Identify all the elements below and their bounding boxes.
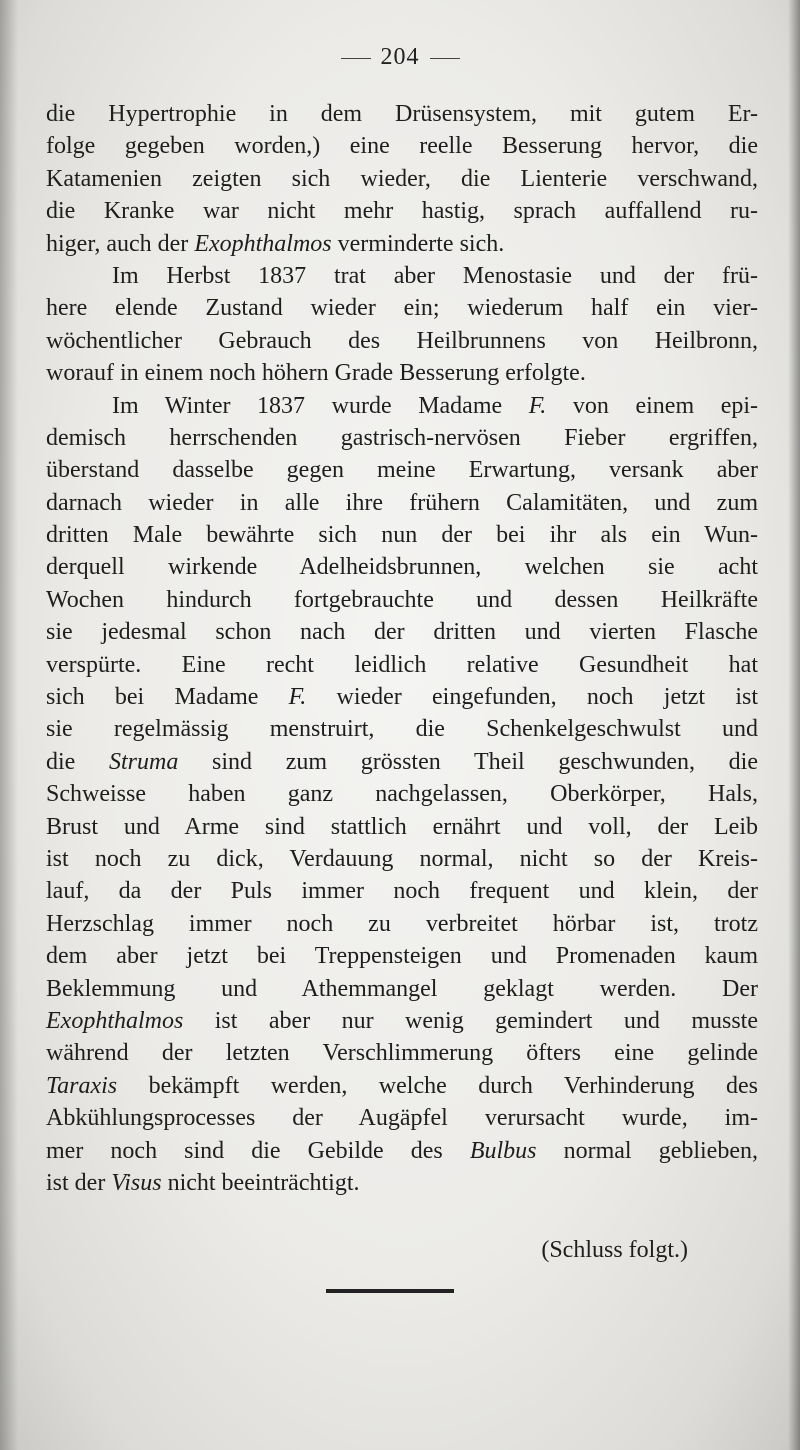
header-dash-right	[430, 58, 460, 60]
text-line: verspürte. Eine recht leidlich relative Gesundheit hat	[46, 651, 758, 678]
text-line: überstand dasselbe gegen meine Erwartung, versank aber	[46, 457, 758, 484]
text-line: higer, auch der Exophthalmos verminderte sich.	[46, 230, 505, 257]
text-line: Taraxis bekämpft werden, welche durch Verhinderung des	[46, 1072, 758, 1099]
italic-term: Struma	[109, 748, 179, 775]
text-line: worauf in einem noch höhern Grade Besserung erfolgte.	[46, 360, 586, 387]
text-line: Abkühlungsprocesses der Augäpfel verursacht wurde, im-	[46, 1105, 758, 1132]
text-line: Schweisse haben ganz nachgelassen, Oberkörper, Hals,	[46, 781, 758, 808]
text-line: Im Herbst 1837 trat aber Menostasie und der frü-	[112, 262, 758, 289]
italic-term: Exophthalmos	[194, 230, 332, 257]
text-line: die Hypertrophie in dem Drüsensystem, mit gutem Er-	[46, 101, 758, 127]
italic-term: Taraxis	[46, 1072, 118, 1099]
text-line: folge gegeben worden,) eine reelle Besserung hervor, die	[46, 133, 758, 160]
text-line: wöchentlicher Gebrauch des Heilbrunnens von Heilbronn,	[46, 327, 758, 354]
text-line: mer noch sind die Gebilde des Bulbus normal geblieben,	[46, 1137, 758, 1164]
page-edge-shadow-right	[788, 0, 800, 1450]
italic-term: Bulbus	[469, 1137, 537, 1164]
text-line: sich bei Madame F. wieder eingefunden, noch jetzt ist	[46, 684, 758, 711]
italic-term: F.	[288, 684, 307, 711]
text-line: Brust und Arme sind stattlich ernährt und voll, der Leib	[46, 813, 758, 840]
page-number: 204	[380, 44, 420, 70]
text-line: Beklemmung und Athemmangel geklagt werden. Der	[46, 975, 758, 1002]
italic-term: F.	[528, 392, 547, 419]
end-rule	[326, 1289, 454, 1293]
italic-term: Visus	[111, 1169, 162, 1196]
text-line: darnach wieder in alle ihre frühern Calamitäten, und zum	[46, 489, 758, 516]
italic-term: Exophthalmos	[46, 1007, 184, 1034]
text-line: sie jedesmal schon nach der dritten und vierten Flasche	[46, 619, 758, 646]
text-line: here elende Zustand wieder ein; wiederum half ein vier-	[46, 295, 758, 322]
text-line: sie regelmässig menstruirt, die Schenkelgeschwulst und	[46, 716, 758, 743]
closing-note: (Schluss folgt.)	[541, 1237, 688, 1263]
text-line: Katamenien zeigten sich wieder, die Lienterie verschwand,	[46, 165, 758, 192]
text-line: ist der Visus nicht beeinträchtigt.	[46, 1169, 360, 1196]
text-line: Im Winter 1837 wurde Madame F. von einem epi-	[112, 392, 758, 419]
page-edge-shadow-left	[0, 0, 18, 1450]
text-line: Wochen hindurch fortgebrauchte und dessen Heilkräfte	[46, 586, 758, 613]
body-text	[46, 98, 758, 1199]
text-line: ist noch zu dick, Verdauung normal, nicht so der Kreis-	[46, 845, 758, 872]
text-line: die Kranke war nicht mehr hastig, sprach auffallend ru-	[46, 198, 758, 225]
text-line: lauf, da der Puls immer noch frequent und klein, der	[46, 878, 758, 905]
text-line: demisch herrschenden gastrisch-nervösen Fieber ergriffen,	[46, 424, 758, 451]
header-dash-left	[341, 58, 371, 60]
text-line: dritten Male bewährte sich nun der bei ihr als ein Wun-	[46, 522, 758, 549]
text-line: Exophthalmos ist aber nur wenig gemindert und musste	[46, 1007, 758, 1034]
text-line: während der letzten Verschlimmerung öfters eine gelinde	[46, 1040, 758, 1067]
text-line: die Struma sind zum grössten Theil geschwunden, die	[46, 748, 758, 775]
text-line: derquell wirkende Adelheidsbrunnen, welchen sie acht	[46, 554, 758, 581]
text-line: Herzschlag immer noch zu verbreitet hörbar ist, trotz	[46, 910, 758, 937]
text-line: dem aber jetzt bei Treppensteigen und Promenaden kaum	[46, 943, 758, 970]
page-header	[0, 44, 800, 71]
